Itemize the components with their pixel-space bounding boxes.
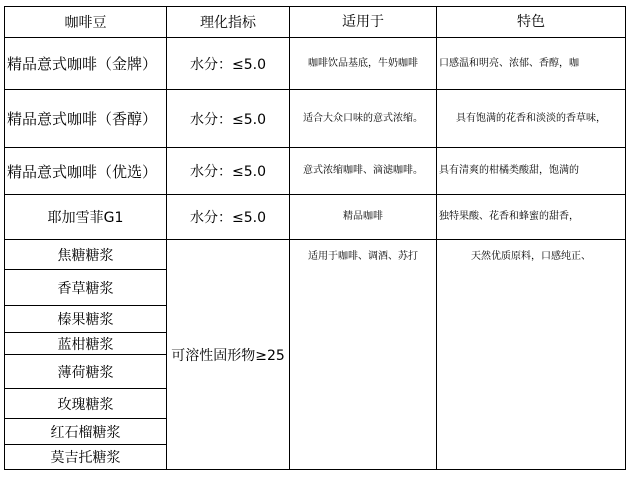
- syrup-name: 玫瑰糖浆: [5, 389, 167, 419]
- table-row: [5, 195, 626, 240]
- bean-name: 精品意式咖啡（优选）: [5, 148, 167, 195]
- syrup-feature-text: 天然优质原料，口感纯正、: [437, 240, 626, 470]
- header-feature: 特色: [437, 7, 626, 38]
- syrup-name: 红石榴糖浆: [5, 419, 167, 445]
- feature-text: 独特果酸、花香和蜂蜜的甜香，: [437, 195, 626, 240]
- syrup-name: 榛果糖浆: [5, 306, 167, 333]
- table-row: [5, 148, 626, 195]
- index-value: 水分：≤5.0: [167, 90, 290, 148]
- index-value: 水分：≤5.0: [167, 195, 290, 240]
- syrup-index-value: 可溶性固形物≥25: [167, 240, 290, 470]
- header-use: 适用于: [290, 7, 437, 38]
- product-table: [4, 6, 626, 470]
- use-text: 意式浓缩咖啡、滴滤咖啡。: [290, 148, 437, 195]
- table-row: [5, 38, 626, 90]
- header-index: 理化指标: [167, 7, 290, 38]
- syrup-name: 薄荷糖浆: [5, 355, 167, 389]
- bean-name: 精品意式咖啡（金牌）: [5, 38, 167, 90]
- use-text: 咖啡饮品基底，牛奶咖啡: [290, 38, 437, 90]
- header-row: [5, 7, 626, 38]
- table-row: [5, 90, 626, 148]
- syrup-name: 焦糖糖浆: [5, 240, 167, 270]
- bean-name: 耶加雪菲G1: [5, 195, 167, 240]
- bean-name: 精品意式咖啡（香醇）: [5, 90, 167, 148]
- table-row: [5, 240, 626, 270]
- feature-text: 口感温和明亮、浓郁、香醇，咖: [437, 38, 626, 90]
- syrup-name: 香草糖浆: [5, 270, 167, 306]
- use-text: 适合大众口味的意式浓缩。: [290, 90, 437, 148]
- syrup-name: 莫吉托糖浆: [5, 445, 167, 470]
- header-bean: 咖啡豆: [5, 7, 167, 38]
- syrup-use-text: 适用于咖啡、调酒、苏打: [290, 240, 437, 470]
- use-text: 精品咖啡: [290, 195, 437, 240]
- feature-text: 具有清爽的柑橘类酸甜，饱满的: [437, 148, 626, 195]
- index-value: 水分：≤5.0: [167, 148, 290, 195]
- index-value: 水分：≤5.0: [167, 38, 290, 90]
- syrup-name: 蓝柑糖浆: [5, 333, 167, 355]
- feature-text: 具有饱满的花香和淡淡的香草味，: [437, 90, 626, 148]
